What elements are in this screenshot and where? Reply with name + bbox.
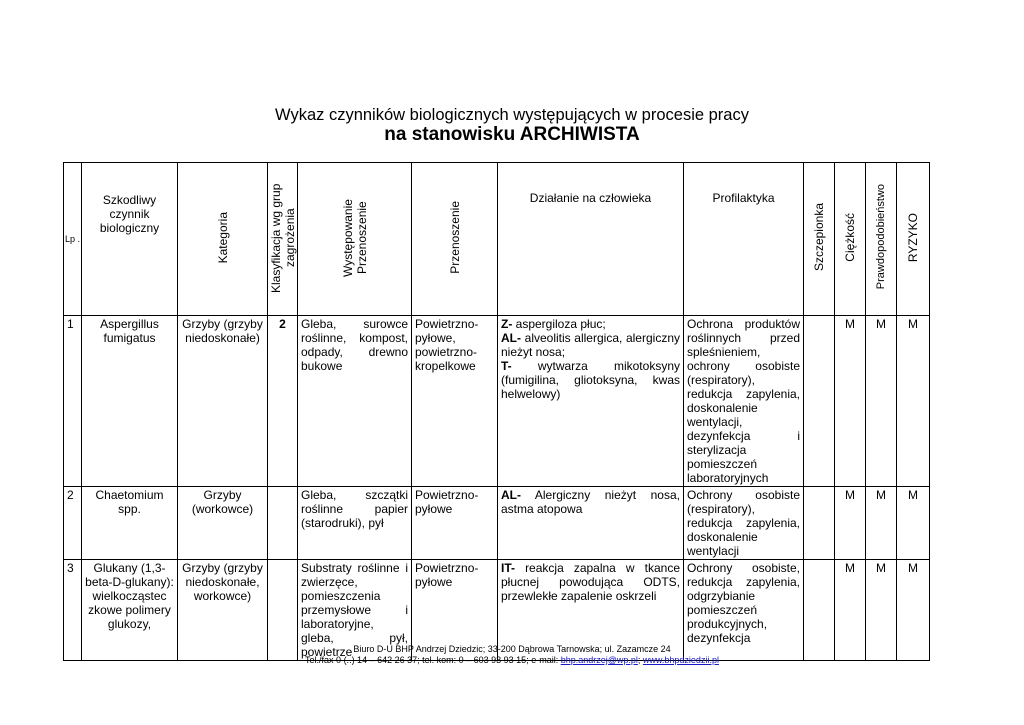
row-risk: M — [897, 487, 930, 560]
header-risk — [897, 163, 930, 316]
header-effect — [498, 163, 684, 316]
header-occurrence-label: Występowanie Przenoszenie — [340, 198, 369, 277]
row-occurrence: Substraty roślinne i zwierzęce, pomieszczenia przemysłowe i laboratoryjne, gleba, pył, powietrze — [298, 560, 412, 661]
table-header-row — [64, 163, 930, 316]
email-link[interactable]: bhp.andrzej@wp.pl — [560, 655, 638, 665]
document-title: Wykaz czynników biologicznych występujących w procesie pracy — [275, 106, 749, 124]
effect-text: aspergiloza płuc; — [512, 317, 606, 331]
footer-contact — [0, 655, 1024, 665]
row-category: Grzyby (grzyby niedoskonałe) — [178, 316, 268, 487]
header-probability — [866, 163, 897, 316]
document-subtitle: na stanowisku ARCHIWISTA — [384, 124, 640, 145]
header-probability-label: Prawdopodobieństwo — [875, 184, 887, 290]
biological-factors-table — [63, 162, 930, 661]
row-lp: 2 — [64, 487, 82, 560]
row-transmission: Powietrzno-pyłowe, powietrzno-kropelkowe — [412, 316, 498, 487]
row-severity: M — [835, 560, 866, 661]
row-prevention: Ochrony osobiste (respiratory), redukcja zapylenia, doskonalenie wentylacji — [684, 487, 804, 560]
effect-code: AL- — [501, 331, 521, 345]
row-probability: M — [866, 560, 897, 661]
footer-address: Biuro D-U BHP Andrzej Dziedzic; 33-200 Dąbrowa Tarnowska; ul. Zazamcze 24 — [353, 644, 671, 654]
row-probability: M — [866, 487, 897, 560]
footer-contact-text: Tel./fax 0 (..) 14 – 642 26 37; tel. kom: 0 – 603 93 93 15; e-mail: — [305, 655, 561, 665]
row-transmission: Powietrzno-pyłowe — [412, 487, 498, 560]
header-lp-label: Lp . — [64, 234, 80, 244]
header-occurrence — [298, 163, 412, 316]
row-category: Grzyby (workowce) — [178, 487, 268, 560]
row-agent: Aspergillus fumigatus — [82, 316, 178, 487]
row-risk: M — [897, 560, 930, 661]
header-severity-label: Ciężkość — [843, 213, 857, 262]
row-agent: Glukany (1,3-beta-D-glukany): wielkocząstec zkowe polimery glukozy, — [82, 560, 178, 661]
header-lp — [64, 163, 82, 316]
effect-code: IT- — [501, 561, 515, 575]
effect-code: T- — [501, 359, 512, 373]
header-agent-label: Szkodliwy czynnik biologiczny — [99, 193, 160, 235]
header-risk-label: RYZYKO — [906, 212, 920, 263]
header-transmission — [412, 163, 498, 316]
table-row — [64, 487, 930, 560]
row-occurrence: Gleba, surowce roślinne, kompost, odpady, drewno bukowe — [298, 316, 412, 487]
row-lp: 3 — [64, 560, 82, 661]
row-classification: 2 — [268, 316, 298, 487]
row-category: Grzyby (grzyby niedoskonałe, workowce) — [178, 560, 268, 661]
effect-code: AL- — [501, 488, 521, 502]
header-prevention — [684, 163, 804, 316]
row-effect — [498, 487, 684, 560]
website-link[interactable]: www.bhpdziedzii.pl — [642, 655, 719, 665]
effect-text: reakcja zapalna w tkance płucnej powodująca ODTS, przewlekłe zapalenie oskrzeli — [501, 561, 680, 603]
row-prevention: Ochrony osobiste, redukcja zapylenia, odgrzybianie pomieszczeń produkcyjnych, dezynfekcja — [684, 560, 804, 661]
effect-code: Z- — [501, 317, 513, 331]
row-lp: 1 — [64, 316, 82, 487]
row-classification — [268, 487, 298, 560]
row-severity: M — [835, 316, 866, 487]
row-effect — [498, 316, 684, 487]
row-transmission: Powietrzno-pyłowe — [412, 560, 498, 661]
row-probability: M — [866, 316, 897, 487]
row-agent: Chaetomium spp. — [82, 487, 178, 560]
row-risk: M — [897, 316, 930, 487]
row-exposure — [804, 316, 835, 487]
header-classification — [268, 163, 298, 316]
row-occurrence: Gleba, szczątki roślinne papier (starodruki), pył — [298, 487, 412, 560]
row-severity: M — [835, 487, 866, 560]
effect-text: alveolitis allergica, alergiczny nieżyt nosa; — [501, 331, 680, 359]
header-transmission-label: Przenoszenie — [447, 201, 462, 274]
row-prevention: Ochrona produktów roślinnych przed spleśnieniem, ochrony osobiste (respiratory), redukcja zapylenia, doskonalenie wentylacji, dezynfekcja i sterylizacja pomieszczeń laboratoryjnych — [684, 316, 804, 487]
row-exposure — [804, 487, 835, 560]
table-row — [64, 316, 930, 487]
header-classification-label: Klasyfikacja wg grup zagrożenia — [268, 182, 297, 293]
header-category-label: Kategoria — [215, 211, 230, 264]
header-exposure — [804, 163, 835, 316]
header-severity — [835, 163, 866, 316]
header-effect-label: Działanie na człowieka — [529, 191, 652, 205]
header-exposure-label: Szczepionka — [812, 203, 826, 272]
effect-text: wytwarza mikotoksyny (fumigilina, gliotoksyna, kwas helwelowy) — [501, 359, 680, 401]
header-agent — [82, 163, 178, 316]
footer-separator: ; — [637, 655, 643, 665]
header-category — [178, 163, 268, 316]
effect-text: Alergiczny nieżyt nosa, astma atopowa — [501, 488, 680, 516]
header-prevention-label: Profilaktyka — [712, 191, 775, 205]
